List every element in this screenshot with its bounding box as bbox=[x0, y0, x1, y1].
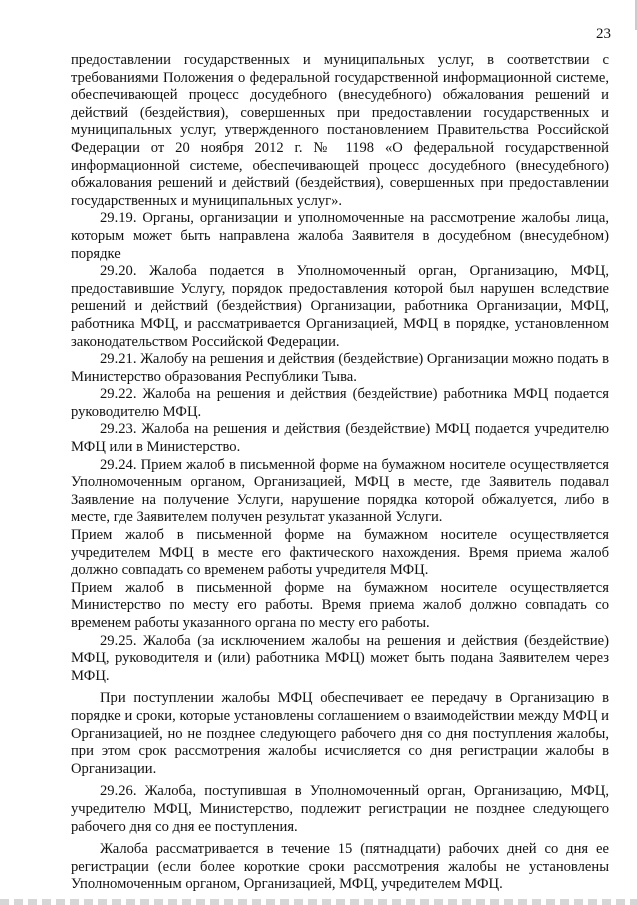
paragraph-29-25-transfer: При поступлении жалобы МФЦ обеспечивает ее передачу в Организацию в порядке и сроки, которые установлены соглашением о взаимодействии между МФЦ и Организацией, но не позднее следующего рабочего дня со дня поступления жалобы, при этом срок рассмотрения жалобы исчисляется со дня регистрации жалобы в Организации. bbox=[71, 690, 609, 777]
paragraph-29-25: 29.25. Жалоба (за исключением жалобы на решения и действия (бездействие) МФЦ, руководителя и (или) работника МФЦ) может быть подана Заявителем через МФЦ. bbox=[71, 632, 609, 684]
paragraph-29-22: 29.22. Жалоба на решения и действия (бездействие) работника МФЦ подается руководителю МФЦ. bbox=[71, 386, 609, 420]
paragraph-29-24: 29.24. Прием жалоб в письменной форме на бумажном носителе осуществляется Уполномоченным органом, Организацией, МФЦ в месте, где Заявитель подавал Заявление на получение Услуги, нарушение порядка которой обжалуется, либо в месте, где Заявителем получен результат указанной Услуги. bbox=[71, 456, 609, 526]
paragraph-intro-continuation: предоставлении государственных и муниципальных услуг, в соответствии с требованиями Положения о федеральной государственной информационной системе, обеспечивающей процесс досудебного (внесудебного) обжалования решений и действий (бездействия), совершенных при предоставлении государственных и муниципальных услуг, утвержденного постановлением Правительства Российской Федерации от 20 ноября 2012 г. № 1198 «О федеральной государственной информационной системе, обеспечивающей процесс досудебного (внесудебного) обжалования решений и действий (бездействия), совершенных при предоставлении государственных и муниципальных услуг». bbox=[71, 52, 609, 209]
scan-edge-bottom-mark bbox=[0, 899, 637, 905]
paragraph-29-26-term: Жалоба рассматривается в течение 15 (пятнадцати) рабочих дней со дня ее регистрации (если более короткие сроки рассмотрения жалобы не установлены Уполномоченным органом, Организацией, МФЦ, учредителем МФЦ. bbox=[71, 841, 609, 893]
paragraph-29-24-ministry: Прием жалоб в письменной форме на бумажном носителе осуществляется Министерство по месту его работы. Время приема жалоб должно совпадать со временем работы указанного органа по месту его работы. bbox=[71, 579, 609, 631]
paragraph-29-21: 29.21. Жалобу на решения и действия (бездействие) Организации можно подать в Министерство образования Республики Тыва. bbox=[71, 351, 609, 385]
paragraph-29-20: 29.20. Жалоба подается в Уполномоченный орган, Организацию, МФЦ, предоставившие Услугу, порядок предоставления которой был нарушен вследствие решений и действий (бездействия) Организации, работника Организации, МФЦ, работника МФЦ, и рассматривается Организацией, МФЦ в порядке, установленном законодательством Российской Федерации. bbox=[71, 263, 609, 350]
paragraph-29-19: 29.19. Органы, организации и уполномоченные на рассмотрение жалобы лица, которым может быть направлена жалоба Заявителя в досудебном (внесудебном) порядке bbox=[71, 210, 609, 262]
paragraph-29-24-founder: Прием жалоб в письменной форме на бумажном носителе осуществляется учредителем МФЦ в месте его фактического нахождения. Время приема жалоб должно совпадать со временем работы учредителя МФЦ. bbox=[71, 527, 609, 579]
paragraph-29-23: 29.23. Жалоба на решения и действия (бездействие) МФЦ подается учредителю МФЦ или в Министерство. bbox=[71, 421, 609, 456]
document-text-body bbox=[71, 52, 609, 894]
paragraph-29-26: 29.26. Жалоба, поступившая в Уполномоченный орган, Организацию, МФЦ, учредителю МФЦ, Министерство, подлежит регистрации не позднее следующего рабочего дня со дня ее поступления. bbox=[71, 783, 609, 835]
page-number: 23 bbox=[596, 26, 611, 42]
